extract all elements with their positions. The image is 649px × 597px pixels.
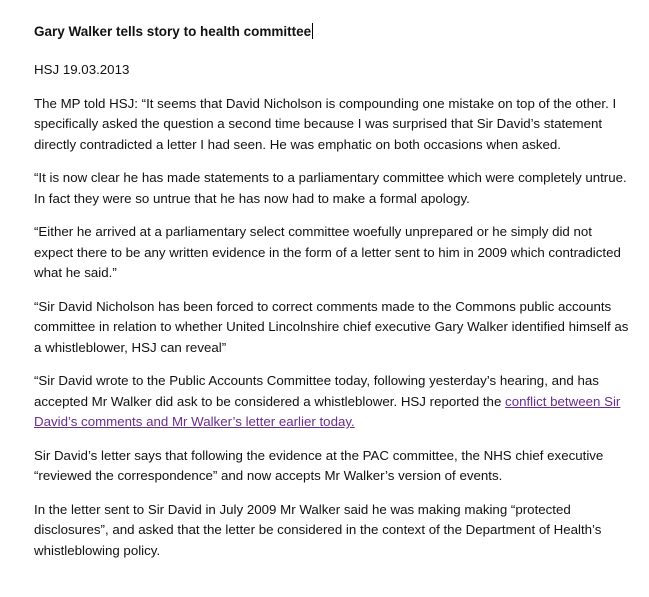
paragraph-1: The MP told HSJ: “It seems that David Nicholson is compounding one mistake on top of the other. I specifically asked the question a second time because I was surprised that Sir David’s statement directly contradicted a letter I had seen. He was emphatic on both occasions when asked. [34, 95, 617, 152]
paragraph-4: “Sir David Nicholson has been forced to correct comments made to the Commons public accounts committee in relation to whether United Lincolnshire chief executive Gary Walker identified himself as a whistleblower, HSJ can reveal” [34, 298, 629, 355]
paragraph-5-text: “Sir David wrote to the Public Accounts Committee today, following yesterday’s hearing, and has accepted Mr Walker did ask to be considered a whistleblower. HSJ reported the [34, 373, 599, 409]
article-title-text: Gary Walker tells story to health committee [34, 24, 312, 39]
conflict-article-link[interactable]: conflict between Sir David’s comments and Mr Walker’s letter earlier today. [34, 393, 621, 429]
article-dateline: HSJ 19.03.2013 [34, 62, 130, 77]
paragraph-5 [34, 371, 634, 433]
paragraph-2: “It is now clear he has made statements to a parliamentary committee which were completely untrue. In fact they were so untrue that he has now had to make a formal apology. [34, 170, 627, 206]
article-title [34, 23, 313, 41]
paragraph-3: “Either he arrived at a parliamentary select committee woefully unprepared or he simply did not expect there to be any written evidence in the form of a letter sent to him in 2009 which contradicted what he said.” [34, 224, 621, 280]
paragraph-7: In the letter sent to Sir David in July 2009 Mr Walker said he was making making “protected disclosures”, and asked that the letter be considered in the context of the Department of Health’s whistleblowing policy. [34, 501, 602, 558]
text-cursor [312, 23, 313, 39]
document-body [34, 23, 634, 561]
paragraph-6: Sir David’s letter says that following the evidence at the PAC committee, the NHS chief executive “reviewed the correspondence” and now accepts Mr Walker’s version of events. [34, 447, 604, 483]
